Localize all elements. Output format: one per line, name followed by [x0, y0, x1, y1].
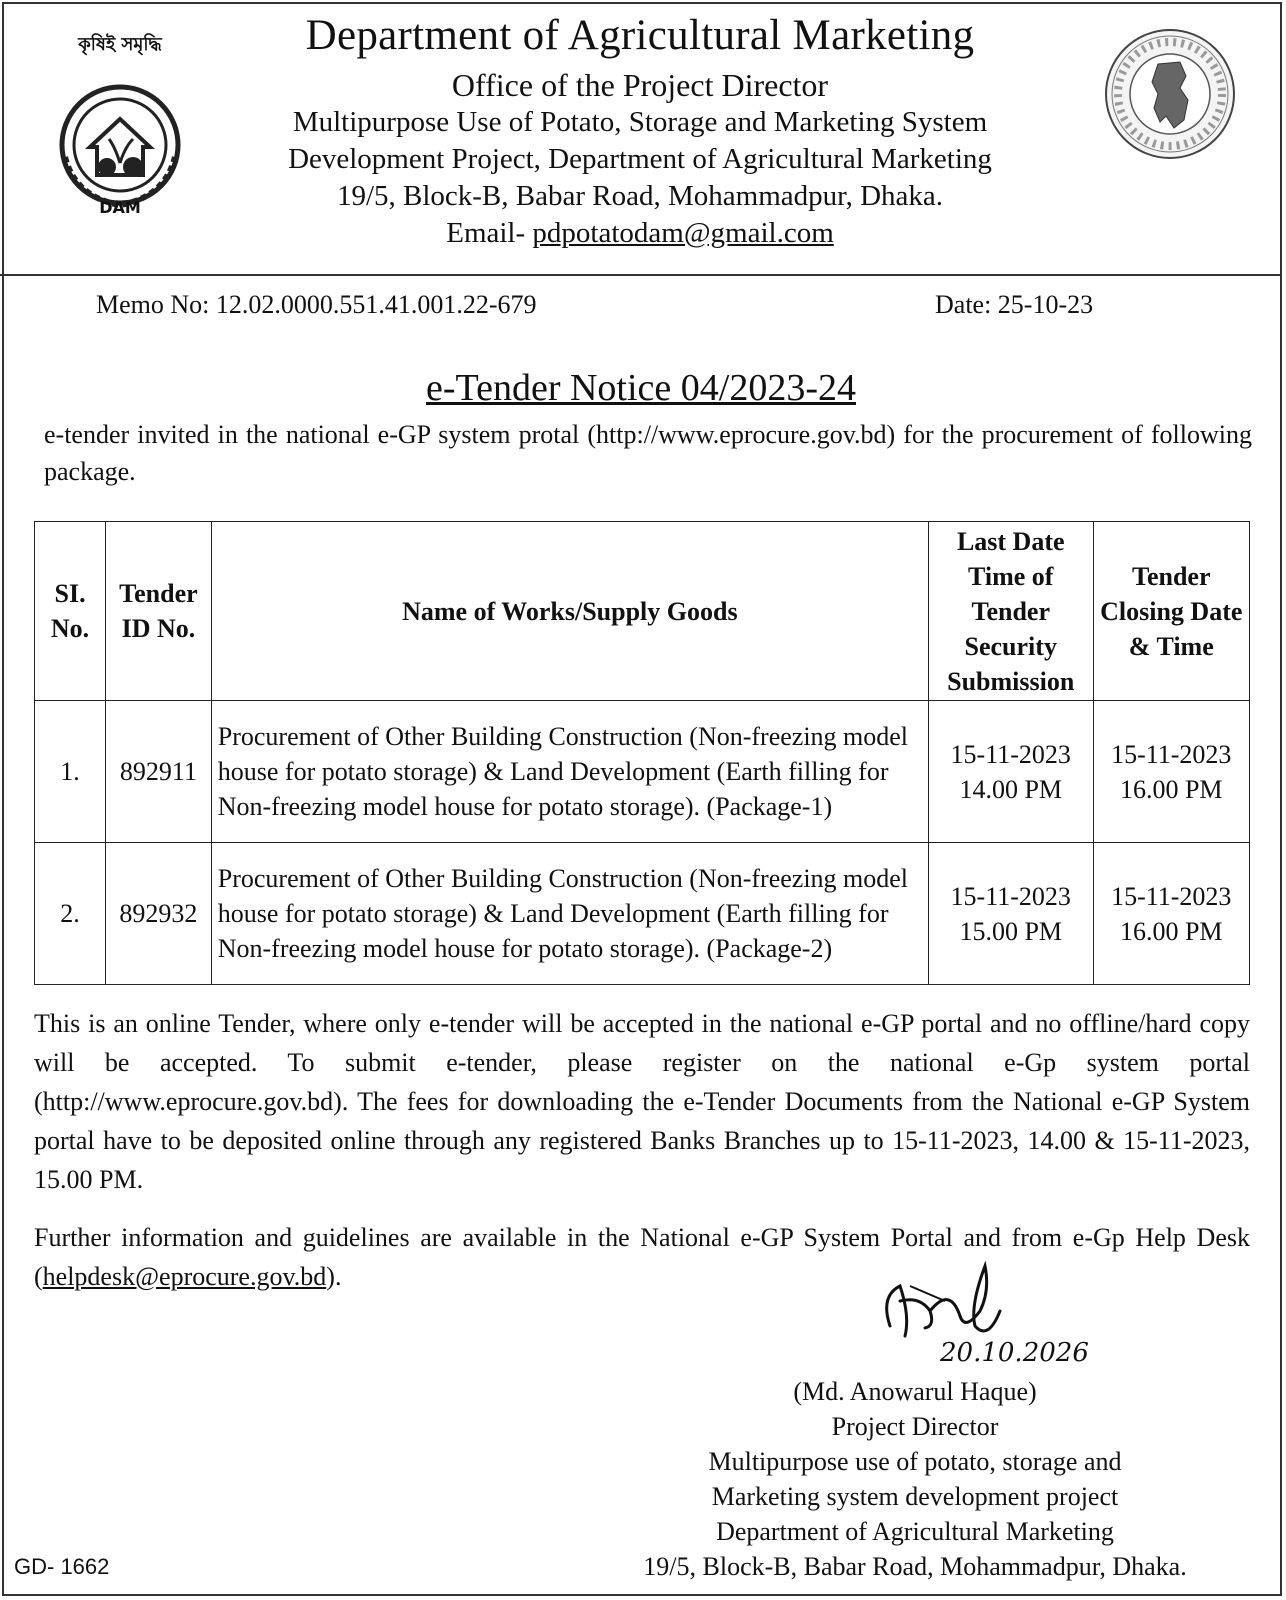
email-label: Email- [446, 217, 526, 249]
bangladesh-seal-icon [1100, 24, 1240, 164]
col-tender-id: Tender ID No. [106, 522, 212, 701]
helpdesk-email-link[interactable]: helpdesk@eprocure.gov.bd [42, 1262, 327, 1291]
row-last-date-time: 14.00 PM [959, 774, 1063, 804]
online-tender-paragraph: This is an online Tender, where only e-tender will be accepted in the national e-GP portal and no offline/hard copy will be accepted. To submit e-tender, please register on the national e-Gp system portal (http://www.eprocure.gov.bd). The fees for downloading the e-Tender Documents from the National e-GP System portal have to be deposited online through any registered Banks Branches up to 15-11-2023, 14.00 & 15-11-2023, 15.00 PM. [34, 1009, 1250, 1194]
col-closing: Tender Closing Date & Time [1093, 522, 1249, 701]
email-line [230, 215, 1050, 252]
memo-number: Memo No: 12.02.0000.551.41.001.22-679 [96, 290, 537, 319]
row-closing [1093, 701, 1249, 843]
row-last-date-day: 15-11-2023 [950, 881, 1071, 911]
department-title: Department of Agricultural Marketing [305, 12, 975, 59]
memo-date: Date: 25-10-23 [935, 290, 1094, 319]
row-works: Procurement of Other Building Construction (Non-freezing model house for potato storage) & Land Development (Earth filling for Non-freezing model house for potato storage). (Package-2) [211, 843, 928, 985]
government-seal [1100, 24, 1240, 169]
project-line-2: Development Project, Department of Agricultural Marketing [288, 143, 992, 175]
row-tender-id: 892911 [106, 701, 212, 843]
signatory-designation: Project Director [831, 1412, 999, 1441]
col-works: Name of Works/Supply Goods [211, 522, 928, 701]
office-subtitle: Office of the Project Director [451, 67, 829, 103]
table-header-row [35, 522, 1250, 701]
row-works: Procurement of Other Building Construction (Non-freezing model house for potato storage) & Land Development (Earth filling for Non-freezing model house for potato storage). (Package-1) [211, 701, 928, 843]
signatory-line-1: Multipurpose use of potato, storage and [708, 1447, 1122, 1476]
row-sl: 2. [35, 843, 106, 985]
dam-emblem-icon [45, 77, 195, 217]
row-closing-time: 16.00 PM [1119, 916, 1223, 946]
logo-motto: কৃষিই সমৃদ্ধি [78, 34, 162, 55]
signatory-line-3: Department of Agricultural Marketing [716, 1517, 1114, 1546]
row-last-date [928, 701, 1093, 843]
row-closing-date: 15-11-2023 [1111, 881, 1232, 911]
row-closing [1093, 843, 1249, 985]
signatory-line-4: 19/5, Block-B, Babar Road, Mohammadpur, Dhaka. [643, 1552, 1187, 1581]
row-last-date-time: 15.00 PM [959, 916, 1063, 946]
address-line: 19/5, Block-B, Babar Road, Mohammadpur, Dhaka. [336, 180, 944, 212]
row-last-date [928, 843, 1093, 985]
notice-title: e-Tender Notice 04/2023-24 [426, 367, 856, 409]
svg-text:DAM: DAM [99, 198, 141, 217]
handwritten-signature [870, 1256, 1050, 1346]
table-row [35, 701, 1250, 843]
tender-table [34, 521, 1250, 985]
project-line-1: Multipurpose Use of Potato, Storage and Marketing System [292, 106, 988, 138]
further-info-paragraph [34, 1218, 1250, 1296]
signature-block [600, 1374, 1230, 1584]
signatory-line-2: Marketing system development project [711, 1482, 1119, 1511]
email-link[interactable]: pdpotatodam@gmail.com [532, 217, 834, 249]
signature-date: 20.10.2026 [940, 1338, 1089, 1368]
table-row [35, 843, 1250, 985]
row-closing-time: 16.00 PM [1119, 774, 1223, 804]
letterhead-text [230, 8, 1050, 252]
further-info-text: Further information and guidelines are available in the National e-GP System Portal and from e-Gp Help Desk ( [34, 1223, 1250, 1291]
further-info-end: ). [326, 1262, 342, 1291]
signatory-name: (Md. Anowarul Haque) [793, 1377, 1037, 1406]
letterhead [0, 0, 1282, 276]
dam-logo [40, 22, 200, 242]
row-closing-date: 15-11-2023 [1111, 739, 1232, 769]
col-last-date: Last Date Time of Tender Security Submission [928, 522, 1093, 701]
gd-number: GD- 1662 [14, 1554, 110, 1579]
row-last-date-day: 15-11-2023 [950, 739, 1071, 769]
row-sl: 1. [35, 701, 106, 843]
row-tender-id: 892932 [106, 843, 212, 985]
notice-intro: e-tender invited in the national e-GP system protal (http://www.eprocure.gov.bd) for the procurement of following package. [44, 420, 1252, 486]
col-sl: SI. No. [35, 522, 106, 701]
